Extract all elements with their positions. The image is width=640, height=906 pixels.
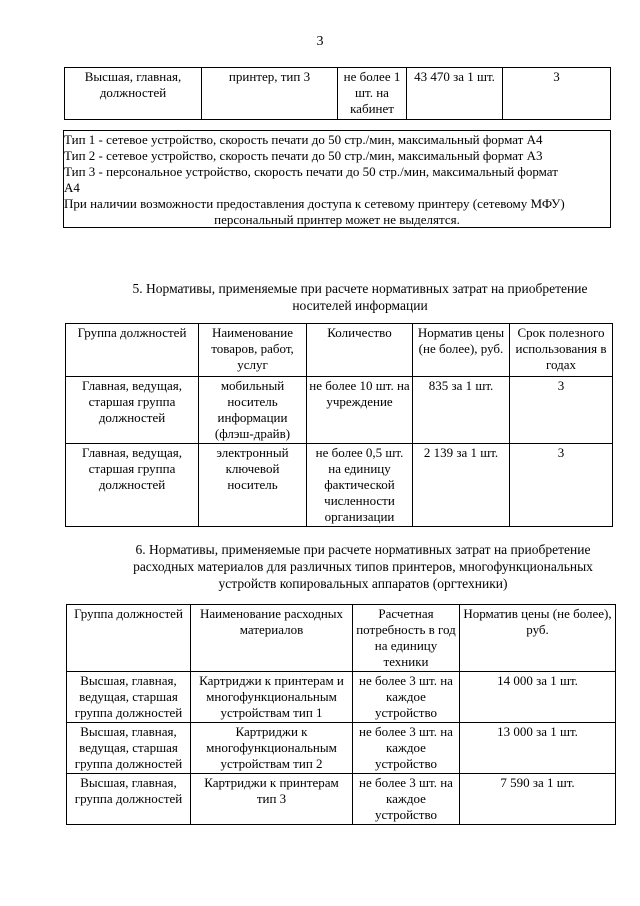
note-line: Тип 2 - сетевое устройство, скорость печати до 50 стр./мин, максимальный формат А3 bbox=[64, 148, 543, 163]
table-row bbox=[67, 774, 616, 825]
section6-table bbox=[66, 604, 616, 825]
section5-table bbox=[65, 323, 613, 527]
column-header: Срок полезного использования в годах bbox=[510, 324, 613, 377]
table-cell: Высшая, главная, должностей bbox=[65, 68, 202, 120]
page-number: 3 bbox=[316, 34, 324, 49]
table-cell: 43 470 за 1 шт. bbox=[407, 68, 503, 120]
table-row bbox=[65, 68, 611, 120]
column-header: Группа должностей bbox=[66, 324, 199, 377]
table-cell: 13 000 за 1 шт. bbox=[460, 723, 616, 774]
note-line: А4 bbox=[64, 180, 80, 195]
table-cell: не более 3 шт. на каждое устройство bbox=[353, 774, 460, 825]
section5-heading-line1: 5. Нормативы, применяемые при расчете нормативных затрат на приобретение bbox=[132, 281, 588, 296]
table-cell: Картриджи к принтерам и многофункциональным устройствам тип 1 bbox=[191, 672, 353, 723]
table-row bbox=[66, 377, 613, 444]
column-header: Расчетная потребность в год на единицу техники bbox=[353, 605, 460, 672]
column-header: Количество bbox=[307, 324, 413, 377]
table-cell: Высшая, главная, ведущая, старшая группа должностей bbox=[67, 672, 191, 723]
table-cell: 14 000 за 1 шт. bbox=[460, 672, 616, 723]
table-header-row bbox=[67, 605, 616, 672]
table-cell: 3 bbox=[510, 377, 613, 444]
table-cell: 3 bbox=[503, 68, 611, 120]
table-row bbox=[66, 444, 613, 527]
section5-heading-line2: носителей информации bbox=[292, 298, 428, 313]
table-cell: электронный ключевой носитель bbox=[199, 444, 307, 527]
table-row bbox=[67, 723, 616, 774]
table-cell: Картриджи к многофункциональным устройствам тип 2 bbox=[191, 723, 353, 774]
column-header: Наименование товаров, работ, услуг bbox=[199, 324, 307, 377]
table-row bbox=[67, 672, 616, 723]
top-table bbox=[64, 67, 611, 120]
column-header: Норматив цены (не более), руб. bbox=[460, 605, 616, 672]
table-cell: мобильный носитель информации (флэш-драйв) bbox=[199, 377, 307, 444]
column-header: Группа должностей bbox=[67, 605, 191, 672]
table-cell: не более 10 шт. на учреждение bbox=[307, 377, 413, 444]
table-cell: 7 590 за 1 шт. bbox=[460, 774, 616, 825]
section6-heading-line2: расходных материалов для различных типов принтеров, многофункциональных bbox=[133, 559, 593, 574]
note-line: При наличии возможности предоставления доступа к сетевому принтеру (сетевому МФУ) bbox=[64, 196, 565, 211]
note-line: Тип 3 - персональное устройство, скорость печати до 50 стр./мин, максимальный формат bbox=[64, 164, 558, 179]
table-cell: Высшая, главная, группа должностей bbox=[67, 774, 191, 825]
column-header: Норматив цены (не более), руб. bbox=[413, 324, 510, 377]
table-cell: 2 139 за 1 шт. bbox=[413, 444, 510, 527]
table-cell: не более 3 шт. на каждое устройство bbox=[353, 672, 460, 723]
table-cell: не более 3 шт. на каждое устройство bbox=[353, 723, 460, 774]
note-line: Тип 1 - сетевое устройство, скорость печати до 50 стр./мин, максимальный формат А4 bbox=[64, 130, 610, 148]
section6-heading-line1: 6. Нормативы, применяемые при расчете нормативных затрат на приобретение bbox=[135, 542, 591, 557]
table-cell: не более 1 шт. на кабинет bbox=[338, 68, 407, 120]
printer-type-notes bbox=[63, 130, 611, 228]
column-header: Наименование расходных материалов bbox=[191, 605, 353, 672]
table-cell: Главная, ведущая, старшая группа должностей bbox=[66, 444, 199, 527]
table-cell: Главная, ведущая, старшая группа должностей bbox=[66, 377, 199, 444]
table-cell: Высшая, главная, ведущая, старшая группа должностей bbox=[67, 723, 191, 774]
note-line: персональный принтер может не выделятся. bbox=[214, 212, 460, 227]
section6-heading-line3: устройств копировальных аппаратов (оргтехники) bbox=[218, 576, 508, 591]
table-cell: 835 за 1 шт. bbox=[413, 377, 510, 444]
table-cell: Картриджи к принтерам тип 3 bbox=[191, 774, 353, 825]
table-cell: принтер, тип 3 bbox=[202, 68, 338, 120]
table-cell: не более 0,5 шт. на единицу фактической численности организации bbox=[307, 444, 413, 527]
table-header-row bbox=[66, 324, 613, 377]
table-cell: 3 bbox=[510, 444, 613, 527]
